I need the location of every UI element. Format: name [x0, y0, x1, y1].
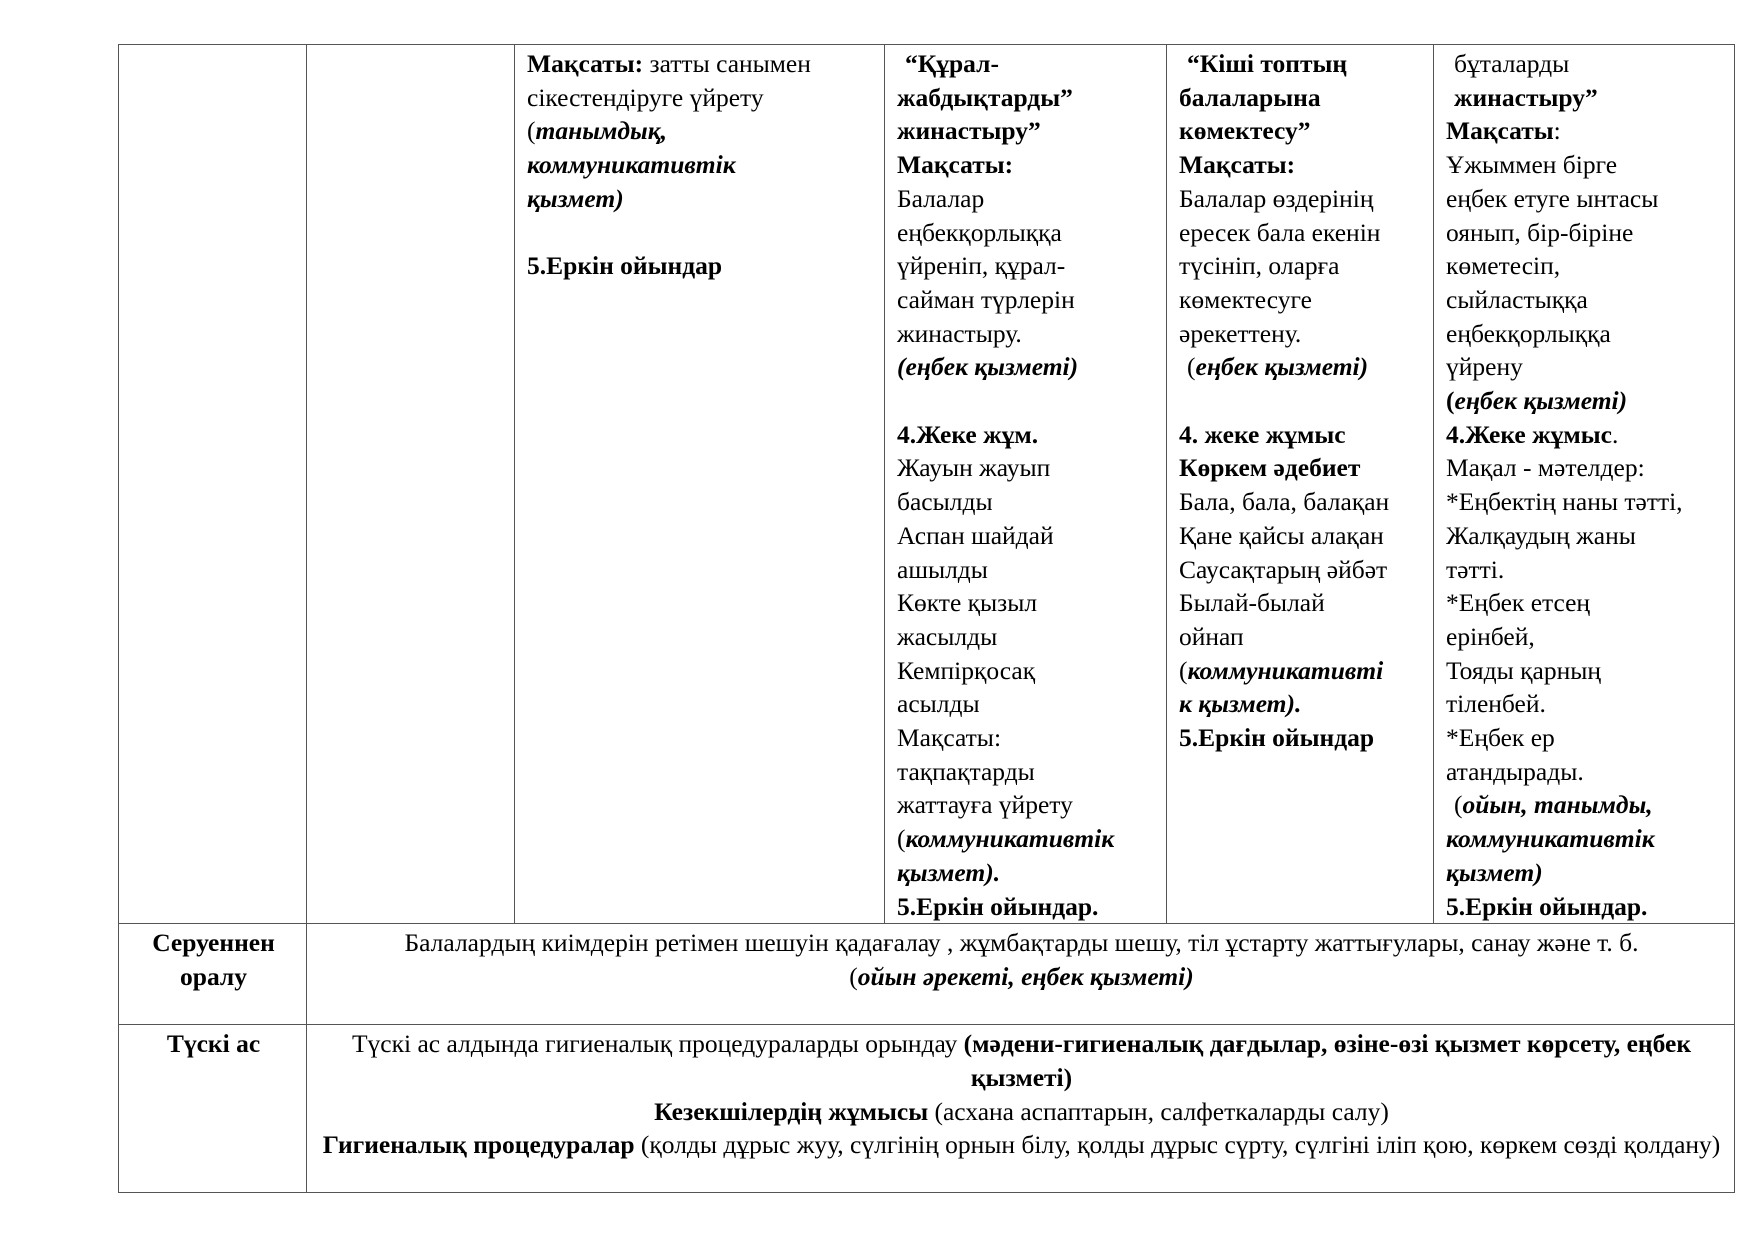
goal-line: Ұжыммен бірге [1446, 150, 1618, 180]
goal-line: көмектесуге [1179, 284, 1312, 314]
proverb-line: Мақал - мәтелдер: [1446, 453, 1645, 483]
goal-line: еңбекқорлыққа [1446, 318, 1611, 348]
goal-label: Мақсаты: [1179, 150, 1296, 180]
free-games: 5.Еркін ойындар. [1446, 891, 1648, 921]
goal-line: Балалар [897, 183, 985, 213]
poem-line: Былай-былай [1179, 588, 1325, 618]
goal-line: үйрену [1446, 352, 1523, 382]
proverb-line: Тояды қарның [1446, 655, 1602, 685]
activity-type: қызмет) [527, 183, 624, 213]
activity-type: (еңбек қызметі) [897, 352, 1079, 382]
goal-line: әрекеттену. [1179, 318, 1302, 348]
walk-col3-cell [515, 45, 885, 924]
poem-line: Қане қайсы алақан [1179, 520, 1384, 550]
poem-line: асылды [897, 689, 980, 719]
goal-line: еңбекқорлыққа [897, 217, 1062, 247]
task-title: көмектесу” [1179, 116, 1311, 146]
activity-type: коммуникативті [1187, 655, 1384, 685]
proverb-line: тіленбей. [1446, 689, 1546, 719]
poem-line: Саусақтарың әйбәт [1179, 554, 1388, 584]
goal-line: үйреніп, құрал- [897, 251, 1066, 281]
row-label: Серуеннен [152, 928, 275, 958]
paren: ( [1446, 386, 1455, 416]
walk-row [119, 45, 1735, 924]
lunch-row [119, 1025, 1735, 1193]
goal-line: жинастыру. [897, 318, 1022, 348]
poem-line: Кемпірқосақ [897, 655, 1036, 685]
paren: ( [849, 961, 858, 991]
task-title: балаларына [1179, 82, 1321, 112]
walk-col4-cell [885, 45, 1167, 924]
proverb-lines [1446, 451, 1724, 788]
goal-line: Балалар өздерінің [1179, 183, 1374, 213]
row-label: Түскі ас [166, 1029, 261, 1059]
goal-text: затты санымен [649, 49, 811, 78]
proverb-line: ерінбей, [1446, 621, 1535, 651]
goal-line: сайман түрлерін [897, 284, 1075, 314]
individual-work: 4.Жеке жұмыс [1446, 419, 1612, 449]
item-number: 4. [897, 419, 917, 449]
activity-type: ойын, танымды, [1462, 790, 1653, 820]
goal-line: еңбек етуге ынтасы [1446, 183, 1659, 213]
walk-col6-cell [1434, 45, 1735, 924]
walk-empty-cell [307, 45, 515, 924]
task-title: жинастыру” [1454, 82, 1598, 112]
activity-type: коммуникативтік [527, 150, 736, 180]
lunch-content-cell [307, 1025, 1735, 1193]
proverb-line: атандырады. [1446, 756, 1584, 786]
poem-line: Мақсаты: [897, 723, 1002, 753]
return-row [119, 924, 1735, 1025]
poem-line: Жауын жауып [897, 453, 1051, 483]
return-text: Балалардың киімдерін ретімен шешуін қадағалау , жұмбақтарды шешу, тіл ұстарту жаттығулары, санау және т. б. [404, 928, 1639, 958]
poem-lines [1179, 485, 1423, 654]
activity-type: ойын әрекеті, еңбек қызметі) [857, 961, 1194, 991]
paren: ( [527, 116, 536, 146]
paren: ( [1454, 790, 1463, 820]
goal-label: Мақсаты: [897, 150, 1014, 180]
dot: . [1611, 419, 1619, 449]
activity-type: еңбек қызметі) [1454, 386, 1628, 416]
activity-type: қызмет). [897, 857, 1001, 887]
task-title: “Құрал- [905, 49, 999, 78]
schedule-table [118, 44, 1735, 1193]
goal-lines [1446, 148, 1724, 384]
free-games: 5.Еркін ойындар. [897, 891, 1099, 921]
hygiene-label: Гигиеналық процедуралар [322, 1130, 635, 1160]
task-title: “Кіші топтың [1187, 49, 1348, 78]
lunch-text: Түскі ас алдында гигиеналық процедураларды орындау [351, 1029, 964, 1059]
duty-label: Кезекшілердің жұмысы [654, 1096, 929, 1126]
task-title: бұталарды [1454, 49, 1570, 78]
goal-label: Мақсаты: [527, 49, 644, 78]
goal-line: түсініп, оларға [1179, 251, 1340, 281]
activity-type: к қызмет). [1179, 689, 1302, 719]
duty-text: (асхана аспаптарын, салфеткаларды салу) [928, 1096, 1389, 1126]
poem-line: Бала, бала, балақан [1179, 487, 1390, 517]
proverb-line: *Еңбектің наны тәтті, [1446, 487, 1683, 517]
lunch-label-cell [119, 1025, 307, 1193]
poem-lines [897, 451, 1156, 822]
paren: ( [1187, 352, 1196, 382]
activity-type: коммуникативтік [1446, 824, 1655, 854]
poem-line: басылды [897, 487, 993, 517]
return-content-cell [307, 924, 1735, 1025]
literature-label: Көркем әдебиет [1179, 453, 1361, 483]
individual-work: Жеке жұм. [916, 419, 1039, 449]
poem-line: жасылды [897, 621, 998, 651]
activity-type: коммуникативтік [905, 824, 1115, 854]
lunch-activity: (мәдени-гигиеналық дағдылар, өзіне-өзі қызмет көрсету, еңбек қызметі) [963, 1029, 1692, 1092]
poem-line: Аспан шайдай [897, 520, 1054, 550]
hygiene-text: (қолды дұрыс жуу, сүлгінің орнын білу, қолды дұрыс сүрту, сүлгіні іліп қою, көркем сөзді қолдану) [634, 1130, 1721, 1160]
activity-type: қызмет) [1446, 857, 1543, 887]
goal-line: көметесіп, [1446, 251, 1561, 281]
proverb-line: *Еңбек ер [1446, 723, 1555, 753]
proverb-line: *Еңбек етсең [1446, 588, 1591, 618]
activity-type: еңбек қызметі) [1195, 352, 1369, 382]
walk-col5-cell [1167, 45, 1434, 924]
return-label-cell [119, 924, 307, 1025]
goal-line: оянып, бір-біріне [1446, 217, 1634, 247]
task-title: жинастыру” [897, 116, 1041, 146]
poem-line: ойнап [1179, 621, 1244, 651]
activity-type: танымдық, [535, 116, 668, 146]
task-title: жабдықтарды” [897, 82, 1073, 112]
poem-line: Көкте қызыл [897, 588, 1038, 618]
paren: ( [897, 824, 906, 854]
poem-line: ашылды [897, 554, 988, 584]
individual-work: 4. жеке жұмыс [1179, 419, 1346, 449]
goal-lines [897, 182, 1156, 351]
row-label: оралу [180, 961, 247, 991]
proverb-line: тәтті. [1446, 554, 1505, 584]
paren: ( [1179, 655, 1188, 685]
goal-line: ересек бала екенін [1179, 217, 1381, 247]
poem-line: тақпақтарды [897, 756, 1035, 786]
goal-line: сыйластыққа [1446, 284, 1588, 314]
colon: : [1553, 116, 1561, 146]
goal-label: Мақсаты [1446, 116, 1554, 146]
goal-text: сікестендіруге үйрету [527, 82, 764, 112]
proverb-line: Жалқаудың жаны [1446, 520, 1636, 550]
walk-label-cell [119, 45, 307, 924]
free-games: 5.Еркін ойындар [1179, 723, 1375, 753]
free-games: 5.Еркін ойындар [527, 251, 723, 281]
poem-line: жаттауға үйрету [897, 790, 1073, 820]
goal-lines [1179, 182, 1423, 351]
